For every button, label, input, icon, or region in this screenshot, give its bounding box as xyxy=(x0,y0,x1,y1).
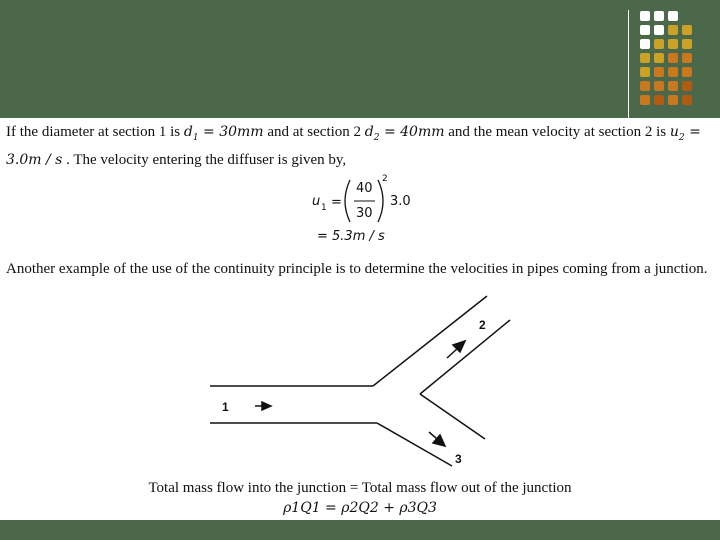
decorative-dot xyxy=(668,67,678,77)
paragraph-diffuser xyxy=(6,121,718,171)
eq-lhs-sub: 1 xyxy=(321,203,327,213)
d1-sub: 1 xyxy=(192,132,199,143)
decorative-dot xyxy=(640,11,650,21)
decorative-dot xyxy=(640,39,650,49)
u2-var: u xyxy=(669,124,679,140)
decorative-dot xyxy=(682,53,692,63)
u2-sub: 2 xyxy=(678,132,685,143)
eq-numerator: 40 xyxy=(356,181,373,196)
p1-text-4: . The velocity entering the diffuser is given by, xyxy=(62,151,347,168)
decorative-dot xyxy=(682,81,692,91)
decorative-dot xyxy=(682,39,692,49)
p1-text-3: and the mean velocity at section 2 is xyxy=(444,124,670,140)
branch2-arrow-shaft xyxy=(447,348,458,358)
decorative-dot xyxy=(654,25,664,35)
decorative-dot xyxy=(668,39,678,49)
eq-result: = 5.3m / s xyxy=(317,229,385,244)
label-section-1: 1 xyxy=(222,400,229,414)
decorative-dot xyxy=(654,81,664,91)
inlet-arrow-head xyxy=(262,402,271,410)
decorative-dot xyxy=(654,67,664,77)
d1-var: d xyxy=(183,124,193,140)
decorative-dot xyxy=(682,67,692,77)
d1-expression xyxy=(183,124,264,143)
eq-exponent: 2 xyxy=(382,174,388,184)
eq-denominator: 30 xyxy=(356,206,373,221)
header-band xyxy=(0,0,720,118)
branch3-arrow-shaft xyxy=(429,432,437,439)
mass-flow-statement xyxy=(0,478,720,518)
decorative-dot xyxy=(654,53,664,63)
mass-flow-equation: ρ1Q1 = ρ2Q2 + ρ3Q3 xyxy=(283,500,437,516)
footer-band xyxy=(0,520,720,540)
u2-value: = 3.0m / s xyxy=(6,124,701,168)
d2-expression xyxy=(364,124,445,143)
decorative-dot xyxy=(640,67,650,77)
decorative-dot xyxy=(640,25,650,35)
p1-text-1: If the diameter at section 1 is xyxy=(6,124,184,140)
label-section-3: 3 xyxy=(455,452,462,466)
eq-equals: = xyxy=(331,195,342,210)
p1-text-2: and at section 2 xyxy=(263,124,365,140)
decorative-dot xyxy=(668,81,678,91)
branch2-inner-wall xyxy=(420,320,510,394)
decorative-dot xyxy=(668,95,678,105)
pipe-junction-diagram xyxy=(205,292,525,470)
decorative-dot xyxy=(640,53,650,63)
d2-var: d xyxy=(364,124,374,140)
decorative-dot xyxy=(654,95,664,105)
paragraph-junction: Another example of the use of the continuity principle is to determine the velocities in pipes coming from a junction. xyxy=(6,261,708,277)
d2-sub: 2 xyxy=(373,132,380,143)
d2-value: = 40mm xyxy=(379,124,445,140)
branch2-outer-wall xyxy=(373,296,487,386)
decorative-dot xyxy=(668,11,678,21)
decorative-dot xyxy=(682,95,692,105)
eq-lhs-var: u xyxy=(312,194,321,209)
decorative-dot xyxy=(668,25,678,35)
eq-factor: 3.0 xyxy=(390,194,411,209)
decorative-dot xyxy=(682,25,692,35)
mass-flow-text: Total mass flow into the junction = Total mass flow out of the junction xyxy=(148,480,572,496)
decorative-dot xyxy=(640,81,650,91)
decorative-dot xyxy=(654,11,664,21)
decorative-dot-grid xyxy=(640,11,720,116)
label-section-2: 2 xyxy=(479,318,486,332)
decorative-dot xyxy=(668,53,678,63)
d1-value: = 30mm xyxy=(198,124,264,140)
decorative-dot xyxy=(640,95,650,105)
decorative-dot xyxy=(654,39,664,49)
header-divider-line xyxy=(628,10,629,118)
